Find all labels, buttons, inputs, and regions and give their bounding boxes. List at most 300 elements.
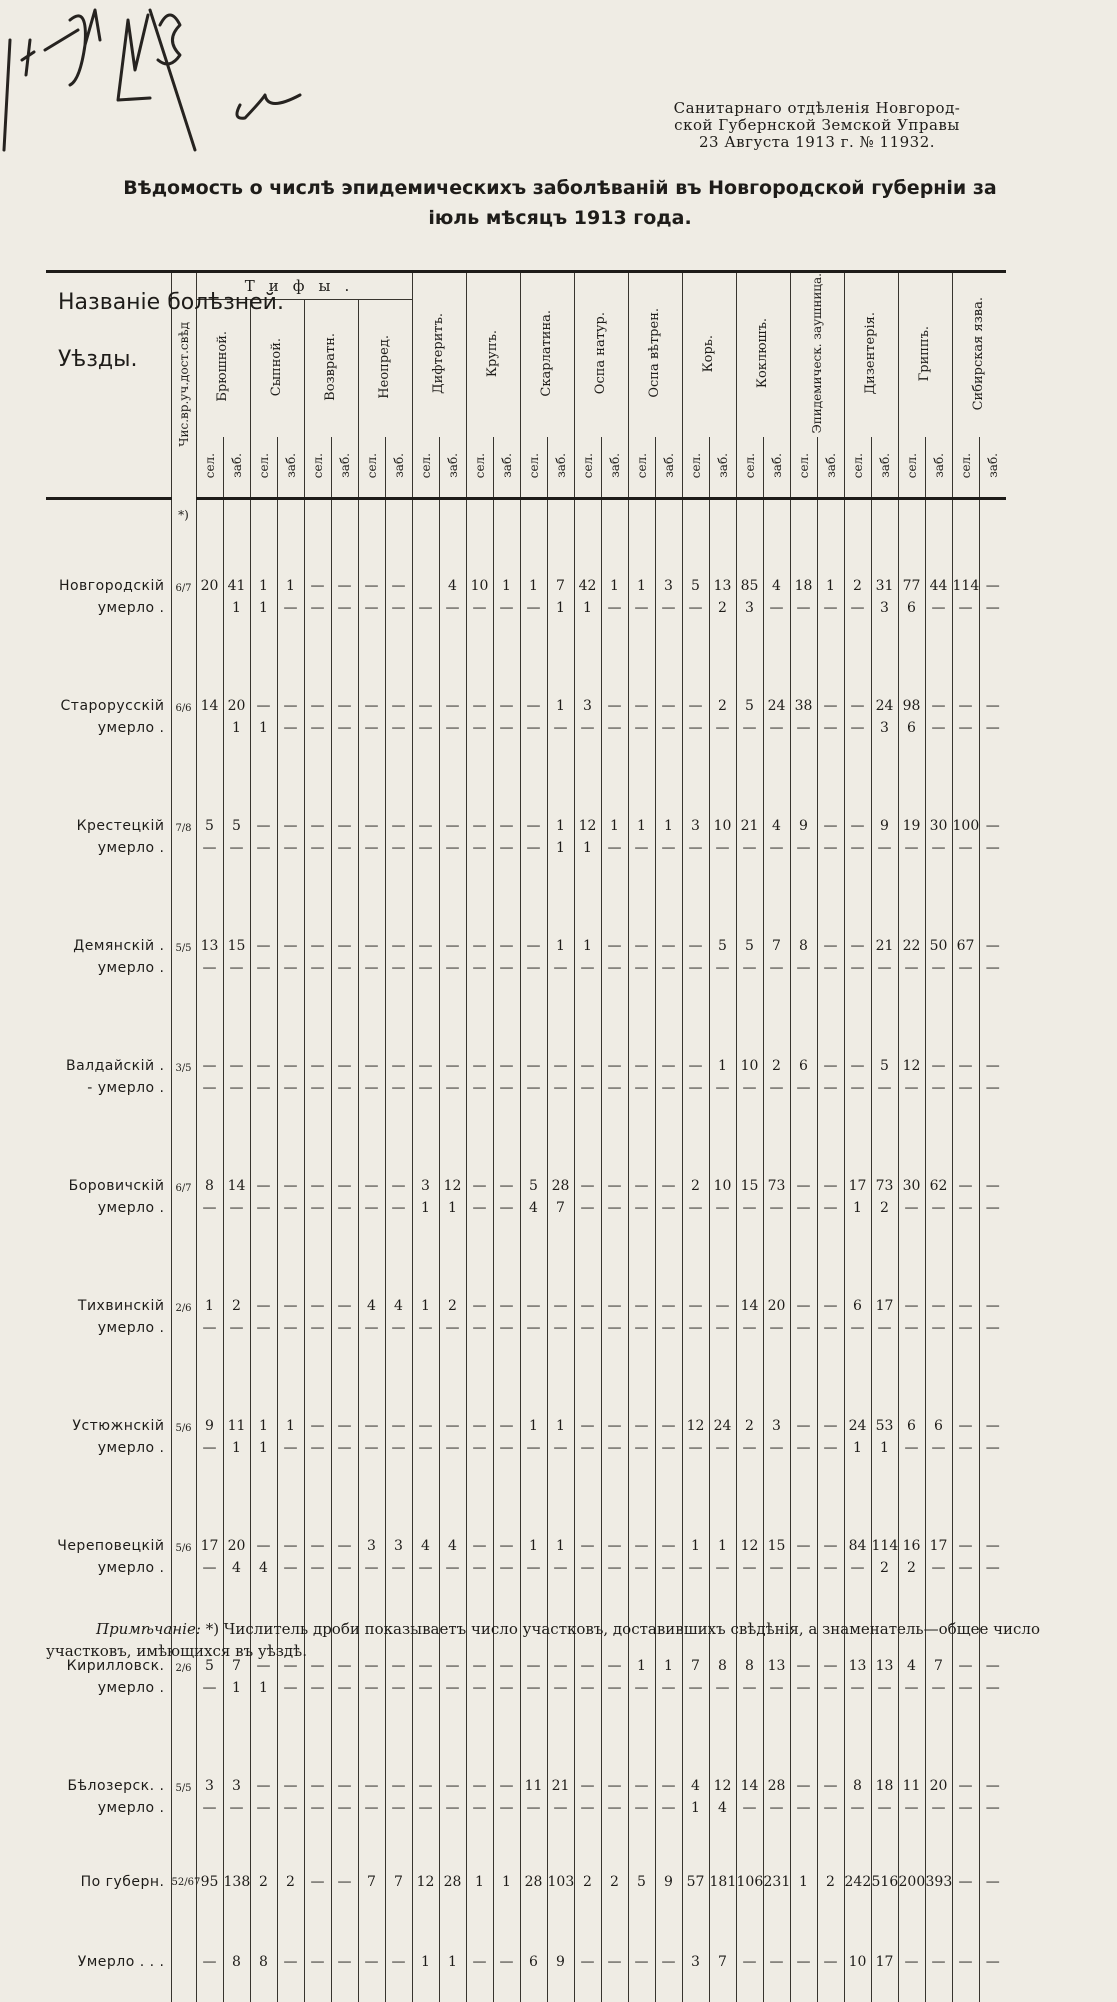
reporting-districts bbox=[171, 1078, 196, 1100]
data-cell: 2 bbox=[763, 1002, 790, 1078]
data-cell: 1 bbox=[628, 522, 655, 598]
uezd-name: умерло . bbox=[97, 840, 165, 857]
data-cell: — bbox=[979, 1242, 1006, 1318]
sub-header-zab: заб. bbox=[925, 437, 952, 499]
uezd-name: умерло . bbox=[97, 1560, 165, 1577]
reporting-districts: 6/7 bbox=[171, 1122, 196, 1198]
data-cell: — bbox=[304, 838, 331, 860]
data-cell: — bbox=[466, 1242, 493, 1318]
data-cell: 1 bbox=[250, 522, 277, 598]
data-cell: — bbox=[331, 718, 358, 740]
data-cell: 3 bbox=[223, 1722, 250, 1798]
reporting-districts: 3/5 bbox=[171, 1002, 196, 1078]
data-cell: — bbox=[412, 1318, 439, 1340]
corner-top-label: Названіе болѣзней. bbox=[58, 290, 284, 315]
data-cell: — bbox=[412, 642, 439, 718]
data-cell: — bbox=[871, 1078, 898, 1100]
data-cell: — bbox=[277, 1242, 304, 1318]
reporting-districts bbox=[171, 1198, 196, 1220]
data-cell: — bbox=[520, 598, 547, 620]
data-cell: — bbox=[304, 1678, 331, 1700]
data-cell: 7 bbox=[223, 1602, 250, 1678]
data-cell: 8 bbox=[736, 1602, 763, 1678]
table-row bbox=[46, 642, 1006, 718]
data-cell: — bbox=[385, 598, 412, 620]
data-cell: — bbox=[790, 1722, 817, 1798]
data-cell: — bbox=[925, 1922, 952, 2002]
died-row bbox=[46, 1318, 1006, 1340]
data-cell: — bbox=[304, 1482, 331, 1558]
data-cell: — bbox=[601, 1002, 628, 1078]
data-cell: — bbox=[331, 1678, 358, 1700]
data-cell: — bbox=[925, 1558, 952, 1580]
data-cell: 2 bbox=[277, 1842, 304, 1922]
data-cell: — bbox=[790, 1198, 817, 1220]
sub-header-sel: сел. bbox=[628, 437, 655, 499]
data-cell: — bbox=[655, 1922, 682, 2002]
data-cell: — bbox=[358, 718, 385, 740]
data-cell: — bbox=[790, 1362, 817, 1438]
data-cell: — bbox=[574, 718, 601, 740]
disease-header: Оспа натур. bbox=[574, 272, 628, 438]
data-cell: 12 bbox=[574, 762, 601, 838]
data-cell: 3 bbox=[682, 762, 709, 838]
data-cell: — bbox=[250, 1078, 277, 1100]
data-cell: — bbox=[628, 1922, 655, 2002]
data-cell: — bbox=[358, 1078, 385, 1100]
data-cell: 2 bbox=[898, 1558, 925, 1580]
data-cell: — bbox=[601, 1438, 628, 1460]
footnote bbox=[46, 1618, 1046, 1662]
data-cell: 41 bbox=[223, 522, 250, 598]
reporting-districts bbox=[171, 958, 196, 980]
data-cell: — bbox=[925, 958, 952, 980]
uezd-name: Крестецкій bbox=[76, 818, 165, 835]
data-cell: 242 bbox=[844, 1842, 871, 1922]
died-row bbox=[46, 958, 1006, 980]
data-cell: — bbox=[790, 1242, 817, 1318]
data-cell: — bbox=[574, 1362, 601, 1438]
data-cell: — bbox=[493, 762, 520, 838]
data-cell: — bbox=[358, 1122, 385, 1198]
data-cell: — bbox=[628, 1558, 655, 1580]
table-row bbox=[46, 1722, 1006, 1798]
data-cell: — bbox=[601, 1318, 628, 1340]
data-cell: — bbox=[385, 882, 412, 958]
data-cell: — bbox=[736, 1558, 763, 1580]
data-cell: — bbox=[520, 1438, 547, 1460]
data-cell: — bbox=[844, 1798, 871, 1820]
data-cell: — bbox=[466, 1198, 493, 1220]
data-cell: — bbox=[412, 598, 439, 620]
data-cell bbox=[196, 598, 223, 620]
data-cell: — bbox=[493, 1722, 520, 1798]
data-cell: — bbox=[250, 838, 277, 860]
data-cell: — bbox=[574, 1558, 601, 1580]
data-cell: 5 bbox=[628, 1842, 655, 1922]
data-cell: — bbox=[466, 598, 493, 620]
data-cell: — bbox=[304, 882, 331, 958]
data-cell: — bbox=[871, 1798, 898, 1820]
data-cell: — bbox=[736, 1678, 763, 1700]
data-cell: — bbox=[817, 718, 844, 740]
data-cell: — bbox=[574, 1078, 601, 1100]
sub-header-zab: заб. bbox=[709, 437, 736, 499]
data-cell: — bbox=[574, 1602, 601, 1678]
reporting-districts bbox=[171, 1558, 196, 1580]
data-cell: — bbox=[304, 958, 331, 980]
died-row bbox=[46, 1078, 1006, 1100]
data-cell: 1 bbox=[250, 718, 277, 740]
handwritten-annotation bbox=[0, 0, 320, 150]
data-cell: — bbox=[385, 1362, 412, 1438]
data-cell: — bbox=[655, 718, 682, 740]
data-cell: — bbox=[790, 1558, 817, 1580]
data-cell: — bbox=[790, 718, 817, 740]
data-cell: 20 bbox=[763, 1242, 790, 1318]
data-cell: — bbox=[952, 1842, 979, 1922]
data-cell: — bbox=[574, 1798, 601, 1820]
data-cell: — bbox=[304, 1078, 331, 1100]
data-cell: — bbox=[331, 1078, 358, 1100]
died-row bbox=[46, 1678, 1006, 1700]
died-row bbox=[46, 718, 1006, 740]
data-cell: 1 bbox=[601, 522, 628, 598]
data-cell: 1 bbox=[196, 1242, 223, 1318]
data-cell: 13 bbox=[844, 1602, 871, 1678]
data-cell: — bbox=[601, 1722, 628, 1798]
data-cell: — bbox=[385, 1318, 412, 1340]
data-cell: — bbox=[385, 1122, 412, 1198]
data-cell: 4 bbox=[385, 1242, 412, 1318]
data-cell: — bbox=[925, 1002, 952, 1078]
table-row bbox=[46, 1242, 1006, 1318]
data-cell: — bbox=[628, 642, 655, 718]
data-cell: 7 bbox=[925, 1602, 952, 1678]
data-cell: 21 bbox=[736, 762, 763, 838]
data-cell: — bbox=[790, 1922, 817, 2002]
sub-header-sel: сел. bbox=[898, 437, 925, 499]
data-cell: 10 bbox=[709, 1122, 736, 1198]
data-cell: — bbox=[493, 1438, 520, 1460]
data-cell: 19 bbox=[898, 762, 925, 838]
data-cell: — bbox=[655, 1678, 682, 1700]
data-cell: — bbox=[628, 1798, 655, 1820]
reporting-districts bbox=[171, 1318, 196, 1340]
data-cell: — bbox=[250, 1122, 277, 1198]
data-cell: 21 bbox=[547, 1722, 574, 1798]
data-cell: — bbox=[628, 718, 655, 740]
data-cell: — bbox=[682, 598, 709, 620]
data-cell: 1 bbox=[277, 522, 304, 598]
data-cell: — bbox=[331, 882, 358, 958]
data-cell: 1 bbox=[709, 1482, 736, 1558]
data-cell: — bbox=[979, 1558, 1006, 1580]
data-cell: — bbox=[817, 1198, 844, 1220]
data-cell: 1 bbox=[871, 1438, 898, 1460]
data-cell: 7 bbox=[547, 1198, 574, 1220]
data-cell: — bbox=[466, 958, 493, 980]
data-cell: — bbox=[601, 1558, 628, 1580]
data-cell: 11 bbox=[520, 1722, 547, 1798]
data-cell: — bbox=[898, 838, 925, 860]
data-cell: — bbox=[223, 1078, 250, 1100]
reporting-districts: 7/8 bbox=[171, 762, 196, 838]
data-cell: — bbox=[844, 1078, 871, 1100]
data-cell: — bbox=[547, 718, 574, 740]
disease-header: Сыпной. bbox=[250, 300, 304, 438]
data-cell: — bbox=[790, 1438, 817, 1460]
data-cell: — bbox=[844, 718, 871, 740]
data-cell: 3 bbox=[196, 1722, 223, 1798]
data-cell: 1 bbox=[574, 882, 601, 958]
data-cell: — bbox=[493, 958, 520, 980]
disease-header: Дизентерія. bbox=[844, 272, 898, 438]
data-cell: — bbox=[466, 1602, 493, 1678]
data-cell: 53 bbox=[871, 1362, 898, 1438]
data-cell: 9 bbox=[547, 1922, 574, 2002]
data-cell: — bbox=[925, 1078, 952, 1100]
data-cell: 1 bbox=[250, 1438, 277, 1460]
data-cell: — bbox=[952, 1438, 979, 1460]
data-cell: — bbox=[385, 838, 412, 860]
data-cell: 1 bbox=[574, 598, 601, 620]
data-cell: — bbox=[682, 1198, 709, 1220]
data-cell: — bbox=[655, 958, 682, 980]
data-cell: — bbox=[250, 1798, 277, 1820]
data-cell: 6 bbox=[520, 1922, 547, 2002]
data-cell: — bbox=[655, 1798, 682, 1820]
data-cell: 1 bbox=[250, 1678, 277, 1700]
data-cell: — bbox=[979, 1482, 1006, 1558]
data-cell: — bbox=[412, 1722, 439, 1798]
disease-header: Эпидемическ. заушница. bbox=[790, 272, 844, 438]
data-cell: — bbox=[196, 1798, 223, 1820]
data-cell: — bbox=[817, 838, 844, 860]
data-cell: 106 bbox=[736, 1842, 763, 1922]
data-cell: — bbox=[682, 1318, 709, 1340]
data-cell: — bbox=[682, 1078, 709, 1100]
data-cell: — bbox=[439, 598, 466, 620]
data-cell: — bbox=[358, 958, 385, 980]
data-cell: 2 bbox=[817, 1842, 844, 1922]
data-cell: — bbox=[412, 958, 439, 980]
reporting-districts: 6/7 bbox=[171, 522, 196, 598]
uezd-name: умерло . bbox=[97, 1200, 165, 1217]
data-cell: — bbox=[277, 1678, 304, 1700]
data-cell: — bbox=[682, 1678, 709, 1700]
data-cell: — bbox=[574, 1318, 601, 1340]
data-cell: — bbox=[466, 1558, 493, 1580]
header-line-3: 23 Августа 1913 г. № 11932. bbox=[698, 133, 936, 151]
data-cell: — bbox=[952, 958, 979, 980]
data-cell: 181 bbox=[709, 1842, 736, 1922]
data-cell: 38 bbox=[790, 642, 817, 718]
disease-header: Дифтеритъ. bbox=[412, 272, 466, 438]
data-cell bbox=[196, 718, 223, 740]
data-cell: 5 bbox=[223, 762, 250, 838]
data-cell: — bbox=[466, 1002, 493, 1078]
data-cell: 2 bbox=[250, 1842, 277, 1922]
data-cell: 9 bbox=[196, 1362, 223, 1438]
sub-header-zab: заб. bbox=[223, 437, 250, 499]
data-cell: — bbox=[871, 1318, 898, 1340]
data-cell: — bbox=[979, 718, 1006, 740]
data-cell: 9 bbox=[871, 762, 898, 838]
data-cell: — bbox=[844, 598, 871, 620]
data-cell: — bbox=[331, 1122, 358, 1198]
data-cell: 28 bbox=[520, 1842, 547, 1922]
data-cell: — bbox=[601, 1078, 628, 1100]
data-cell: — bbox=[385, 1558, 412, 1580]
data-cell: — bbox=[952, 1482, 979, 1558]
data-cell: — bbox=[412, 1438, 439, 1460]
epidemic-report-table bbox=[46, 270, 1006, 2002]
data-cell: — bbox=[439, 1438, 466, 1460]
table-row bbox=[46, 1482, 1006, 1558]
data-cell: — bbox=[952, 1242, 979, 1318]
data-cell: 20 bbox=[196, 522, 223, 598]
data-cell: — bbox=[574, 1198, 601, 1220]
data-cell: 28 bbox=[547, 1122, 574, 1198]
data-cell: — bbox=[979, 1922, 1006, 2002]
data-cell: — bbox=[601, 958, 628, 980]
disease-header: Крупъ. bbox=[466, 272, 520, 438]
data-cell: 85 bbox=[736, 522, 763, 598]
data-cell: 13 bbox=[709, 522, 736, 598]
data-cell: — bbox=[574, 1438, 601, 1460]
data-cell: 3 bbox=[574, 642, 601, 718]
data-cell: — bbox=[628, 598, 655, 620]
data-cell: — bbox=[952, 1678, 979, 1700]
data-cell: — bbox=[979, 1602, 1006, 1678]
data-cell: — bbox=[385, 1798, 412, 1820]
data-cell: 10 bbox=[709, 762, 736, 838]
data-cell: — bbox=[277, 882, 304, 958]
data-cell: 6 bbox=[898, 598, 925, 620]
data-cell: 8 bbox=[844, 1722, 871, 1798]
data-cell: — bbox=[790, 1482, 817, 1558]
data-cell: — bbox=[331, 1842, 358, 1922]
data-cell: — bbox=[979, 522, 1006, 598]
data-cell: — bbox=[385, 522, 412, 598]
data-cell: 30 bbox=[898, 1122, 925, 1198]
data-cell: — bbox=[277, 1602, 304, 1678]
data-cell: — bbox=[250, 1318, 277, 1340]
data-cell: — bbox=[385, 1438, 412, 1460]
data-cell: — bbox=[250, 762, 277, 838]
data-cell: — bbox=[358, 1438, 385, 1460]
data-cell: 1 bbox=[223, 1678, 250, 1700]
data-cell: — bbox=[358, 1002, 385, 1078]
data-cell: — bbox=[493, 598, 520, 620]
sub-header-zab: заб. bbox=[871, 437, 898, 499]
data-cell: — bbox=[493, 1362, 520, 1438]
data-cell: 22 bbox=[898, 882, 925, 958]
data-cell: — bbox=[358, 1558, 385, 1580]
data-cell: 200 bbox=[898, 1842, 925, 1922]
data-cell: — bbox=[412, 838, 439, 860]
data-cell: — bbox=[277, 1798, 304, 1820]
footnote-text: *) Числитель дроби показываетъ число участковъ, доставившихъ свѣдѣнія, а знаменатель—общее число участковъ, имѣющихся въ уѣздѣ. bbox=[46, 1620, 1040, 1660]
data-cell: — bbox=[331, 762, 358, 838]
data-cell: — bbox=[304, 1798, 331, 1820]
data-cell: — bbox=[493, 1602, 520, 1678]
table-row bbox=[46, 762, 1006, 838]
data-cell: — bbox=[682, 838, 709, 860]
data-cell: — bbox=[871, 838, 898, 860]
data-cell: — bbox=[304, 1438, 331, 1460]
data-cell: 30 bbox=[925, 762, 952, 838]
data-cell: — bbox=[331, 1602, 358, 1678]
reporting-districts bbox=[171, 718, 196, 740]
data-cell: — bbox=[898, 1798, 925, 1820]
disease-header: Гриппъ. bbox=[898, 272, 952, 438]
data-cell: — bbox=[628, 1678, 655, 1700]
data-cell: — bbox=[277, 838, 304, 860]
data-cell: — bbox=[304, 1842, 331, 1922]
data-cell: 516 bbox=[871, 1842, 898, 1922]
data-cell: 12 bbox=[898, 1002, 925, 1078]
uezd-spacer bbox=[46, 437, 171, 499]
data-cell: — bbox=[250, 1482, 277, 1558]
data-cell: 95 bbox=[196, 1842, 223, 1922]
data-cell: — bbox=[763, 958, 790, 980]
data-cell: — bbox=[952, 1602, 979, 1678]
data-cell: 1 bbox=[844, 1438, 871, 1460]
data-cell: — bbox=[925, 1798, 952, 1820]
data-cell: — bbox=[277, 718, 304, 740]
data-cell: — bbox=[250, 1198, 277, 1220]
data-cell: — bbox=[709, 838, 736, 860]
data-cell: — bbox=[277, 1722, 304, 1798]
data-cell: 7 bbox=[709, 1922, 736, 2002]
data-cell: — bbox=[979, 1842, 1006, 1922]
data-cell: — bbox=[790, 838, 817, 860]
data-cell: 3 bbox=[763, 1362, 790, 1438]
data-cell: 1 bbox=[709, 1002, 736, 1078]
data-cell: 24 bbox=[709, 1362, 736, 1438]
data-cell: — bbox=[763, 1922, 790, 2002]
data-cell: 14 bbox=[736, 1722, 763, 1798]
data-cell: — bbox=[628, 1242, 655, 1318]
data-cell: — bbox=[547, 1602, 574, 1678]
uezd-name: Боровичскій bbox=[68, 1178, 165, 1195]
data-cell: — bbox=[574, 1002, 601, 1078]
data-cell: 5 bbox=[709, 882, 736, 958]
data-cell: — bbox=[952, 1558, 979, 1580]
data-cell: — bbox=[277, 1558, 304, 1580]
data-cell: 3 bbox=[412, 1122, 439, 1198]
data-cell: — bbox=[736, 1922, 763, 2002]
uezd-name: умерло . bbox=[97, 1440, 165, 1457]
data-cell: — bbox=[547, 1002, 574, 1078]
document-header bbox=[637, 100, 997, 151]
data-cell: 12 bbox=[709, 1722, 736, 1798]
data-cell: — bbox=[331, 838, 358, 860]
data-cell: — bbox=[709, 1558, 736, 1580]
note-marker: *) bbox=[171, 499, 196, 523]
data-cell: 8 bbox=[250, 1922, 277, 2002]
data-cell: — bbox=[574, 1922, 601, 2002]
data-cell: — bbox=[817, 1438, 844, 1460]
data-cell: — bbox=[277, 1078, 304, 1100]
reporting-districts bbox=[171, 1922, 196, 2002]
data-cell: 103 bbox=[547, 1842, 574, 1922]
data-cell: — bbox=[196, 1318, 223, 1340]
uezd-name: Череповецкій bbox=[57, 1538, 165, 1555]
sub-header-sel: сел. bbox=[682, 437, 709, 499]
